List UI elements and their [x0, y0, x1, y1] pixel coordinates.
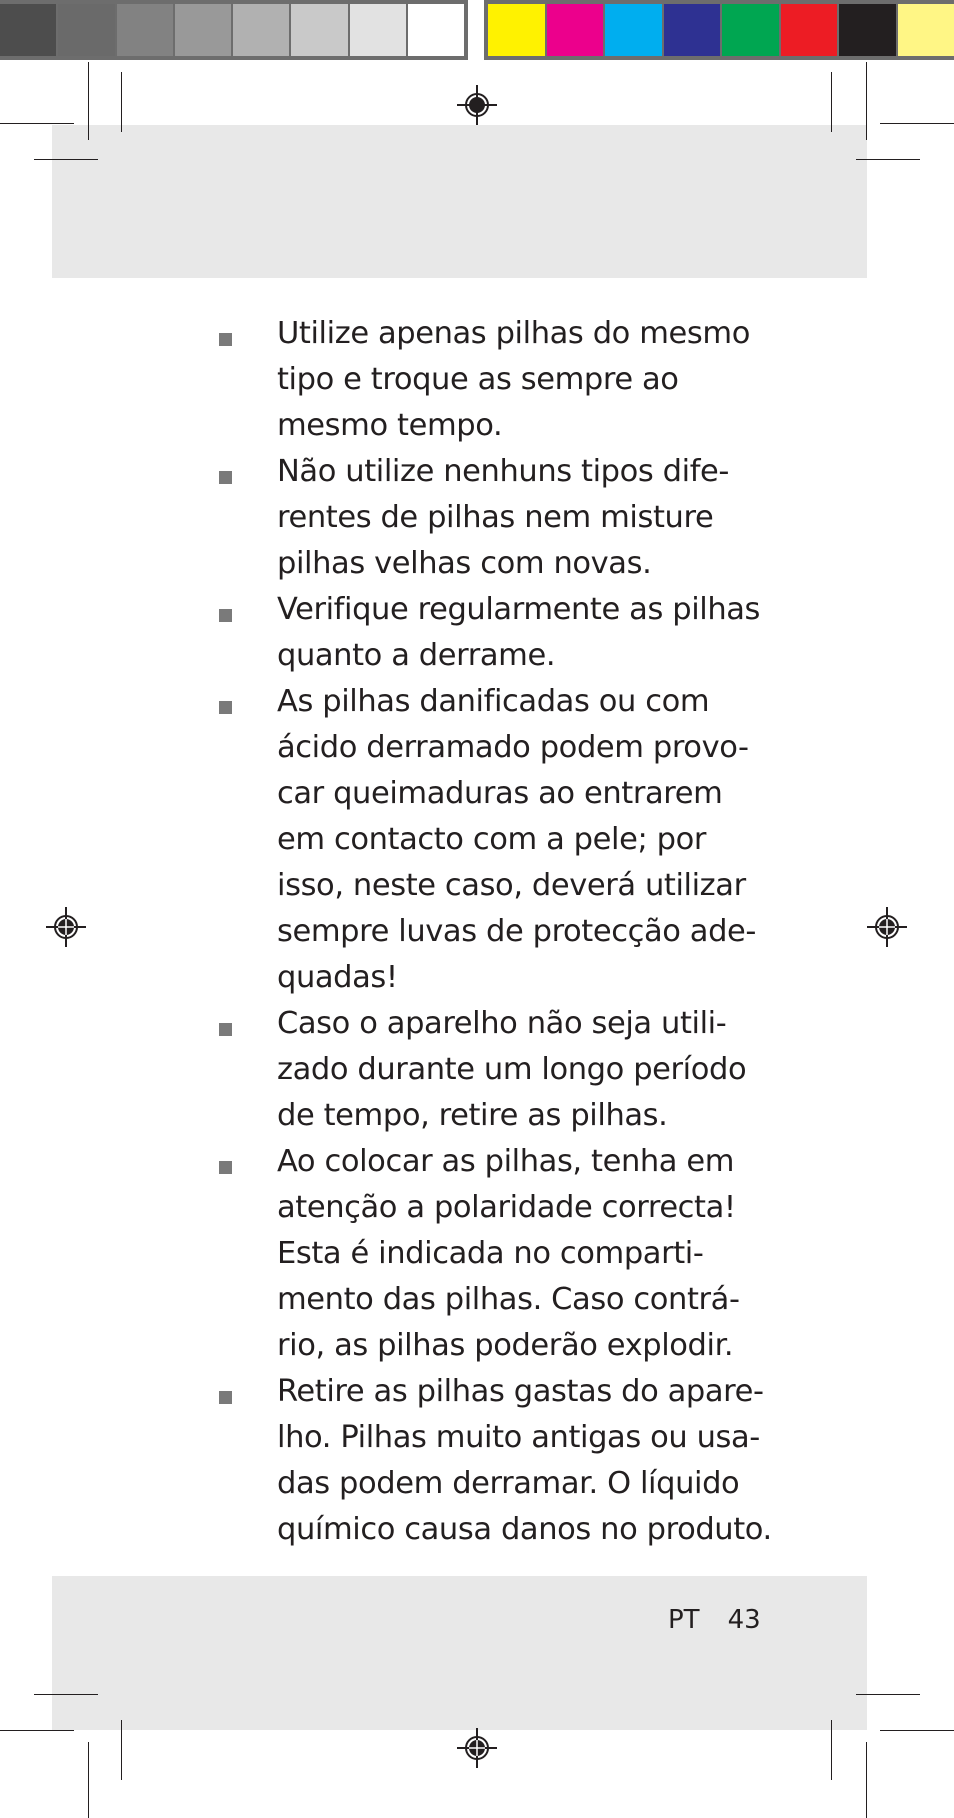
gray-swatch [0, 4, 56, 56]
list-item [215, 1369, 775, 1553]
crop-mark [0, 123, 74, 124]
footer-band [52, 1576, 867, 1730]
list-item-text: Retire as pilhas gastas do apare- lho. Pilhas muito antigas ou usa- das podem derramar. O líquido químico causa danos no produto. [277, 1374, 772, 1547]
registration-mark-icon [453, 81, 501, 129]
process-color-swatch [664, 4, 721, 56]
crop-mark [121, 1720, 122, 1780]
process-color-swatch [898, 4, 954, 56]
process-color-swatch [722, 4, 779, 56]
list-item [215, 1139, 775, 1369]
registration-mark-icon [863, 903, 911, 951]
language-code: PT [668, 1605, 700, 1635]
list-item [215, 449, 775, 587]
crop-mark [856, 1694, 920, 1695]
list-item-text: Utilize apenas pilhas do mesmo tipo e troque as sempre ao mesmo tempo. [277, 316, 750, 443]
square-bullet-icon [219, 1391, 232, 1404]
gray-swatch [350, 4, 406, 56]
square-bullet-icon [219, 333, 232, 346]
gray-swatch [175, 4, 231, 56]
header-band [52, 125, 867, 278]
gray-swatch [408, 4, 464, 56]
process-color-swatch [605, 4, 662, 56]
process-color-swatch [547, 4, 604, 56]
crop-mark [831, 72, 832, 132]
process-color-swatch [488, 4, 545, 56]
square-bullet-icon [219, 701, 232, 714]
gray-swatch [291, 4, 347, 56]
crop-mark [88, 1742, 89, 1818]
crop-mark [831, 1720, 832, 1780]
list-item-text: As pilhas danificadas ou com ácido derramado podem provo- car queimaduras ao entrarem em contacto com a pele; por isso, neste caso, deverá utilizar sempre luvas de protecção ade- quadas! [277, 684, 757, 995]
crop-mark [34, 159, 98, 160]
grayscale-color-bar [0, 0, 468, 60]
registration-mark-icon [42, 903, 90, 951]
process-color-swatch [839, 4, 896, 56]
list-item-text: Verifique regularmente as pilhas quanto a derrame. [277, 592, 761, 673]
list-item [215, 1001, 775, 1139]
square-bullet-icon [219, 609, 232, 622]
process-color-swatch [781, 4, 838, 56]
gray-swatch [233, 4, 289, 56]
crop-mark [0, 1730, 74, 1731]
square-bullet-icon [219, 471, 232, 484]
gray-swatch [58, 4, 114, 56]
square-bullet-icon [219, 1161, 232, 1174]
crop-mark [880, 123, 954, 124]
list-item [215, 587, 775, 679]
list-item-text: Não utilize nenhuns tipos dife- rentes de pilhas nem misture pilhas velhas com novas. [277, 454, 730, 581]
crop-mark [866, 62, 867, 140]
page-footer [668, 1605, 761, 1635]
crop-mark [121, 72, 122, 132]
registration-mark-icon [453, 1724, 501, 1772]
crop-mark [866, 1742, 867, 1818]
gray-swatch [117, 4, 173, 56]
page-number: 43 [727, 1605, 761, 1635]
bullet-list [215, 311, 775, 1553]
safety-instructions [215, 311, 775, 1553]
square-bullet-icon [219, 1023, 232, 1036]
crop-mark [88, 62, 89, 140]
list-item [215, 311, 775, 449]
crop-mark [34, 1694, 98, 1695]
process-color-bar [484, 0, 954, 60]
crop-mark [880, 1730, 954, 1731]
list-item-text: Caso o aparelho não seja utili- zado durante um longo período de tempo, retire as pilhas. [277, 1006, 747, 1133]
list-item-text: Ao colocar as pilhas, tenha em atenção a polaridade correcta! Esta é indicada no comparti- mento das pilhas. Caso contrá- rio, as pilhas poderão explodir. [277, 1144, 740, 1363]
crop-mark [856, 159, 920, 160]
list-item [215, 679, 775, 1001]
